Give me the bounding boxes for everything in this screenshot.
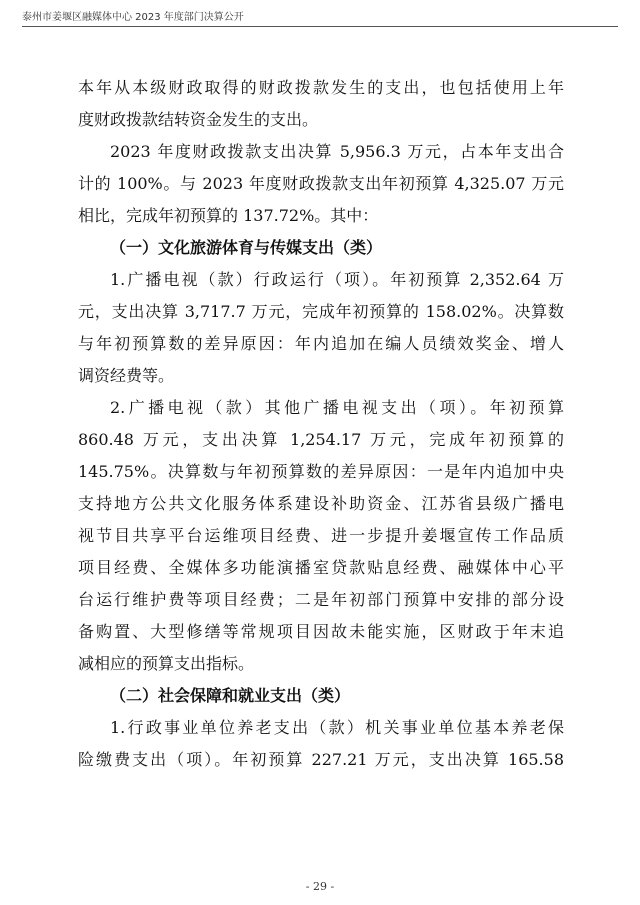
page-number: - 29 - bbox=[305, 880, 335, 893]
paragraph-line: 减相应的预算支出指标。 bbox=[78, 654, 255, 673]
paragraph-line: 度财政拨款结转资金发生的支出。 bbox=[78, 110, 319, 129]
paragraph-line: 险缴费支出（项）。年初预算 227.21 万元，支出决算 165.58 bbox=[78, 750, 564, 769]
paragraph-line: 1.广播电视（款）行政运行（项）。年初预算 2,352.64 万 bbox=[110, 270, 564, 289]
paragraph-line: 1.行政事业单位养老支出（款）机关事业单位基本养老保 bbox=[110, 718, 564, 737]
paragraph-line: 支持地方公共文化服务体系建设补助资金、江苏省县级广播电 bbox=[78, 494, 564, 513]
paragraph-line: 相比，完成年初预算的 137.72%。其中： bbox=[78, 206, 379, 225]
paragraph-line: 2023 年度财政拨款支出决算 5,956.3 万元，占本年支出合 bbox=[110, 142, 564, 161]
header-divider bbox=[22, 26, 618, 27]
paragraph-line: 备购置、大型修缮等常规项目因故未能实施，区财政于年末追 bbox=[78, 622, 564, 641]
paragraph-line: 与年初预算数的差异原因：年内追加在编人员绩效奖金、增人 bbox=[78, 334, 564, 353]
section-heading: （一）文化旅游体育与传媒支出（类） bbox=[110, 238, 383, 257]
paragraph-line: 视节目共享平台运维项目经费、进一步提升姜堰宣传工作品质 bbox=[78, 526, 564, 545]
paragraph-line: 计的 100%。与 2023 年度财政拨款支出年初预算 4,325.07 万元 bbox=[78, 174, 564, 193]
paragraph-line: 元，支出决算 3,717.7 万元，完成年初预算的 158.02%。决算数 bbox=[78, 302, 564, 321]
paragraph-line: 台运行维护费等项目经费；二是年初部门预算中安排的部分设 bbox=[78, 590, 564, 609]
paragraph-line: 145.75%。决算数与年初预算数的差异原因：一是年内追加中央 bbox=[78, 462, 564, 481]
paragraph-line: 项目经费、全媒体多功能演播室贷款贴息经费、融媒体中心平 bbox=[78, 558, 564, 577]
paragraph-line: 调资经费等。 bbox=[78, 366, 175, 385]
section-heading: （二）社会保障和就业支出（类） bbox=[110, 686, 351, 705]
document-body bbox=[78, 72, 564, 776]
paragraph-line: 本年从本级财政取得的财政拨款发生的支出，也包括使用上年 bbox=[78, 78, 564, 97]
paragraph-line: 2.广播电视（款）其他广播电视支出（项）。年初预算 bbox=[110, 398, 564, 417]
page-header: 泰州市姜堰区融媒体中心 2023 年度部门决算公开 bbox=[22, 12, 244, 23]
paragraph-line: 860.48 万元，支出决算 1,254.17 万元，完成年初预算的 bbox=[78, 430, 564, 449]
